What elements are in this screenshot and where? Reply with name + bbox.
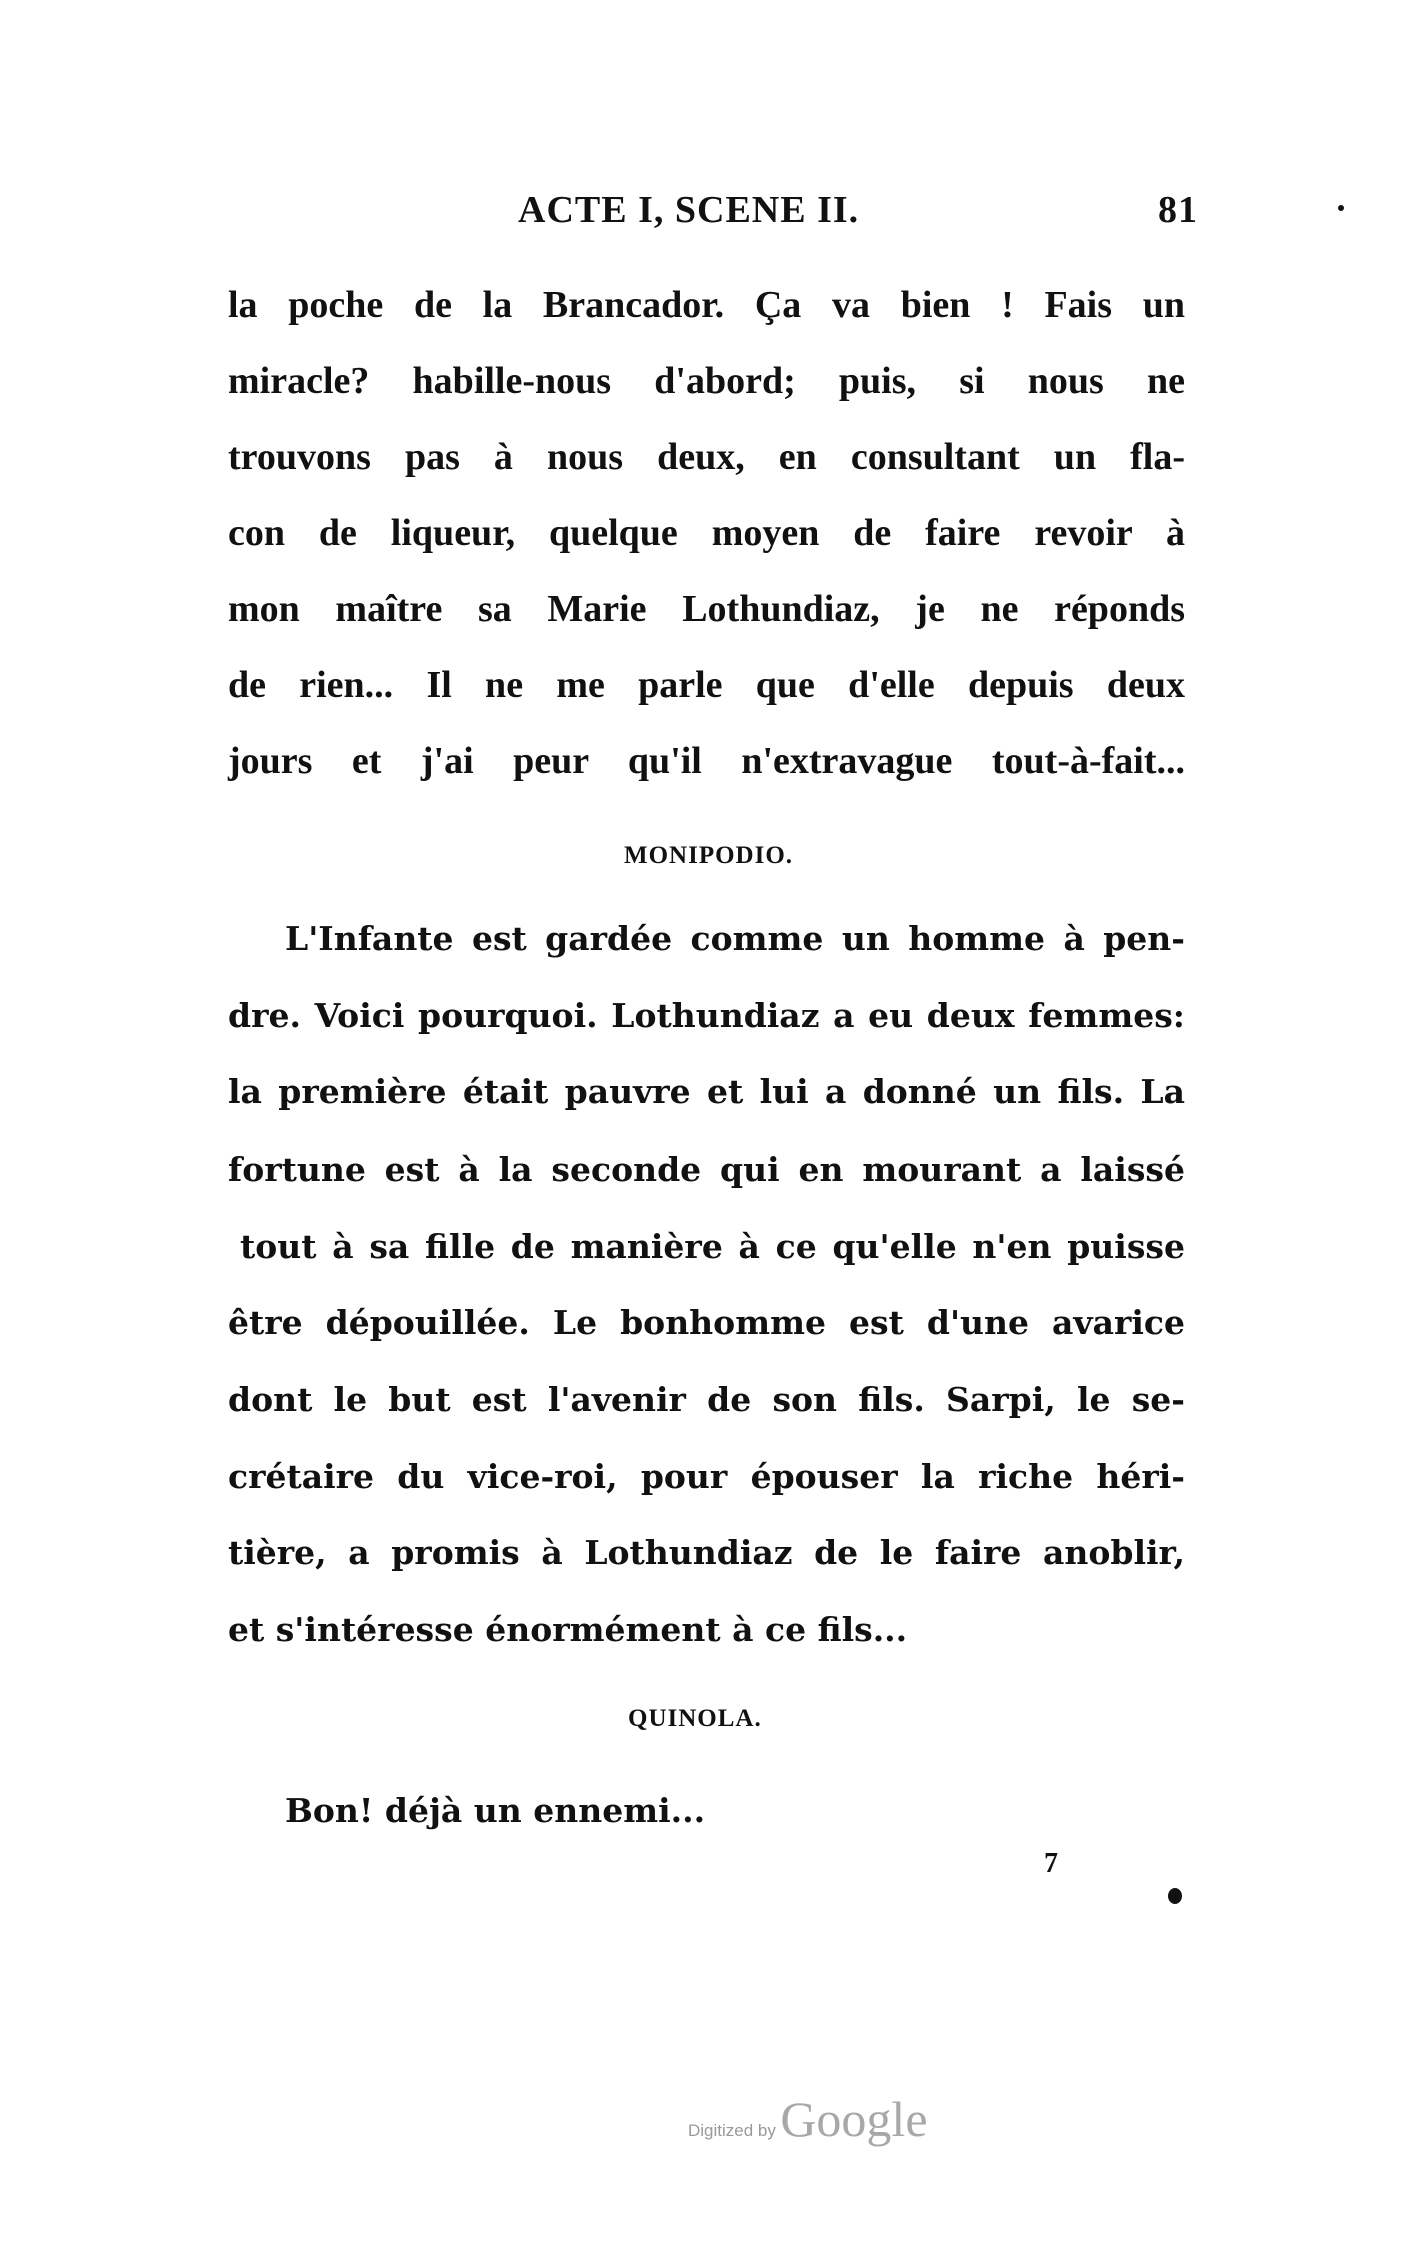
watermark-prefix: Digitized by [688, 2121, 776, 2140]
page-number: 81 [1158, 189, 1198, 231]
text-line: dre. Voici pourquoi. Lothundiaz a eu deux femmes: [228, 996, 1185, 1035]
text-line: tière, a promis à Lothundiaz de le faire anoblir, [228, 1533, 1185, 1572]
text-line: fortune est à la seconde qui en mourant a laissé [228, 1150, 1185, 1189]
google-logo: Google [780, 2091, 928, 2147]
speaker-name: QUINOLA. [628, 1705, 762, 1732]
text-line: crétaire du vice-roi, pour épouser la riche héri- [228, 1457, 1185, 1496]
text-line: miracle? habille-nous d'abord; puis, si nous ne [228, 360, 1185, 402]
text-line: être dépouillée. Le bonhomme est d'une avarice [228, 1303, 1185, 1342]
speaker-name: MONIPODIO. [624, 842, 794, 869]
text-line: L'Infante est gardée comme un homme à pen- [285, 919, 1185, 958]
text-line: Bon! déjà un ennemi... [285, 1791, 706, 1830]
text-line: la première était pauvre et lui a donné un fils. La [228, 1072, 1185, 1111]
ink-spot [1338, 205, 1344, 211]
digitized-watermark [688, 2090, 928, 2148]
signature-mark: 7 [1044, 1848, 1058, 1879]
text-line: de rien... Il ne me parle que d'elle depuis deux [228, 664, 1185, 706]
text-line: trouvons pas à nous deux, en consultant un fla- [228, 436, 1185, 478]
text-line: tout à sa fille de manière à ce qu'elle n'en puisse [240, 1227, 1185, 1266]
text-line: la poche de la Brancador. Ça va bien ! Fais un [228, 284, 1185, 326]
text-line: mon maître sa Marie Lothundiaz, je ne réponds [228, 588, 1185, 630]
text-line: con de liqueur, quelque moyen de faire revoir à [228, 512, 1185, 554]
text-line: jours et j'ai peur qu'il n'extravague tout-à-fait... [228, 740, 1185, 782]
ink-spot [1168, 1888, 1182, 1904]
text-line: dont le but est l'avenir de son fils. Sarpi, le se- [228, 1380, 1185, 1419]
running-title: ACTE I, SCENE II. [518, 189, 860, 231]
text-line: et s'intéresse énormément à ce fils... [228, 1610, 908, 1649]
